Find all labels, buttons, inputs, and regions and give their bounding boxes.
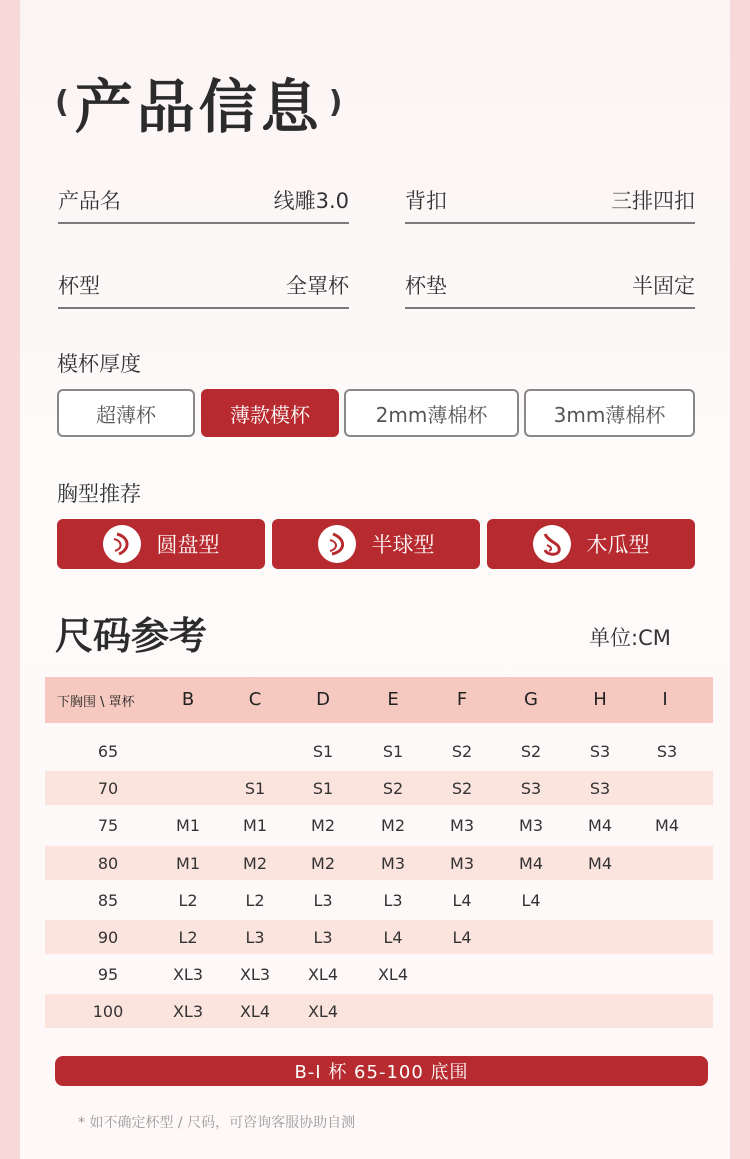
header-cup: D <box>316 689 330 710</box>
shape-option-hemisphere[interactable] <box>272 519 480 569</box>
title-bracket-left: ( <box>55 84 69 120</box>
size-table-header <box>45 677 713 723</box>
size-cell: M3 <box>450 816 474 835</box>
size-cell: M3 <box>450 854 474 873</box>
size-cell: S2 <box>520 742 542 761</box>
table-row <box>45 920 713 954</box>
page-title: 产品信息 <box>74 73 323 141</box>
info-label: 产品名 <box>58 189 121 213</box>
info-value: 半固定 <box>632 274 695 298</box>
size-note: * 如不确定杯型 / 尺码，可咨询客服协助自测 <box>78 1115 356 1131</box>
title-block <box>55 62 342 142</box>
size-cell: L2 <box>245 891 265 910</box>
size-cell: M1 <box>243 816 267 835</box>
size-cell: M3 <box>519 816 543 835</box>
info-row-back-clasp <box>405 178 695 224</box>
size-cell: XL4 <box>307 965 339 984</box>
size-cell: L3 <box>313 928 333 947</box>
size-cell: L2 <box>178 928 198 947</box>
size-cell: M1 <box>176 816 200 835</box>
thickness-option-2mm[interactable]: 2mm薄棉杯 <box>344 389 519 437</box>
size-cell: S3 <box>520 779 542 798</box>
header-cup: C <box>248 689 262 710</box>
size-cell: L3 <box>383 891 403 910</box>
thickness-label: 模杯厚度 <box>57 352 141 376</box>
size-cell: M4 <box>519 854 543 873</box>
header-cup: H <box>593 689 607 710</box>
size-cell: M2 <box>311 816 335 835</box>
size-cell: XL3 <box>172 965 204 984</box>
table-row <box>45 846 713 880</box>
band-size-cell: 85 <box>97 891 119 910</box>
header-band-cup: 下胸围 \ 罩杯 <box>57 695 135 710</box>
size-cell: L3 <box>313 891 333 910</box>
band-size-cell: 100 <box>92 1002 124 1021</box>
size-cell: S3 <box>656 742 678 761</box>
size-cell: M2 <box>243 854 267 873</box>
header-cup: B <box>181 689 195 710</box>
size-cell: XL3 <box>172 1002 204 1021</box>
papaya-breast-icon <box>533 525 571 563</box>
shape-option-label: 圆盘型 <box>156 533 220 557</box>
header-cup: F <box>456 689 468 710</box>
round-breast-icon <box>103 525 141 563</box>
table-row <box>45 883 713 917</box>
size-range-banner: B-I 杯 65-100 底围 <box>55 1056 708 1086</box>
size-cell: L4 <box>521 891 541 910</box>
size-cell: S2 <box>451 742 473 761</box>
info-value: 线雕3.0 <box>273 189 349 213</box>
band-size-cell: 95 <box>97 965 119 984</box>
unit-label: 单位:CM <box>589 626 671 650</box>
band-size-cell: 90 <box>97 928 119 947</box>
shape-option-papaya[interactable] <box>487 519 695 569</box>
size-chart-title: 尺码参考 <box>55 614 208 658</box>
size-cell: S3 <box>589 779 611 798</box>
band-size-cell: 65 <box>97 742 119 761</box>
info-value: 三排四扣 <box>611 189 695 213</box>
shape-label: 胸型推荐 <box>57 482 141 506</box>
table-row <box>45 734 713 768</box>
size-cell: S2 <box>382 779 404 798</box>
table-row <box>45 771 713 805</box>
size-cell: S1 <box>312 779 334 798</box>
info-label: 杯垫 <box>405 274 447 298</box>
info-label: 杯型 <box>58 274 100 298</box>
size-cell: S1 <box>244 779 266 798</box>
size-cell: M4 <box>588 854 612 873</box>
size-cell: M1 <box>176 854 200 873</box>
size-cell: XL3 <box>239 965 271 984</box>
size-cell: M2 <box>381 816 405 835</box>
size-cell: S3 <box>589 742 611 761</box>
shape-option-round[interactable] <box>57 519 265 569</box>
size-cell: M3 <box>381 854 405 873</box>
header-cup: E <box>387 689 399 710</box>
header-cup: I <box>662 689 668 710</box>
table-row <box>45 808 713 842</box>
size-cell: L3 <box>245 928 265 947</box>
info-row-cup-pad <box>405 263 695 309</box>
size-cell: L4 <box>452 928 472 947</box>
header-cup: G <box>524 689 538 710</box>
size-cell: L4 <box>383 928 403 947</box>
shape-option-label: 半球型 <box>371 533 435 557</box>
size-cell: S1 <box>312 742 334 761</box>
hemisphere-breast-icon <box>318 525 356 563</box>
band-size-cell: 80 <box>97 854 119 873</box>
size-cell: S1 <box>382 742 404 761</box>
thickness-option-3mm[interactable]: 3mm薄棉杯 <box>524 389 695 437</box>
info-label: 背扣 <box>405 189 447 213</box>
thickness-option-ultra-thin[interactable]: 超薄杯 <box>57 389 195 437</box>
title-bracket-right: ) <box>328 84 343 120</box>
size-cell: L2 <box>178 891 198 910</box>
size-cell: XL4 <box>239 1002 271 1021</box>
table-row <box>45 957 713 991</box>
size-cell: M4 <box>588 816 612 835</box>
size-cell: L4 <box>452 891 472 910</box>
size-cell: S2 <box>451 779 473 798</box>
band-size-cell: 70 <box>97 779 119 798</box>
info-value: 全罩杯 <box>286 274 349 298</box>
band-size-cell: 75 <box>97 816 119 835</box>
size-cell: XL4 <box>307 1002 339 1021</box>
info-row-product-name <box>58 178 349 224</box>
size-cell: M2 <box>311 854 335 873</box>
thickness-option-thin-molded[interactable]: 薄款模杯 <box>201 389 339 437</box>
size-cell: M4 <box>655 816 679 835</box>
shape-option-label: 木瓜型 <box>586 533 650 557</box>
info-row-cup-type <box>58 263 349 309</box>
size-cell: XL4 <box>377 965 409 984</box>
table-row <box>45 994 713 1028</box>
